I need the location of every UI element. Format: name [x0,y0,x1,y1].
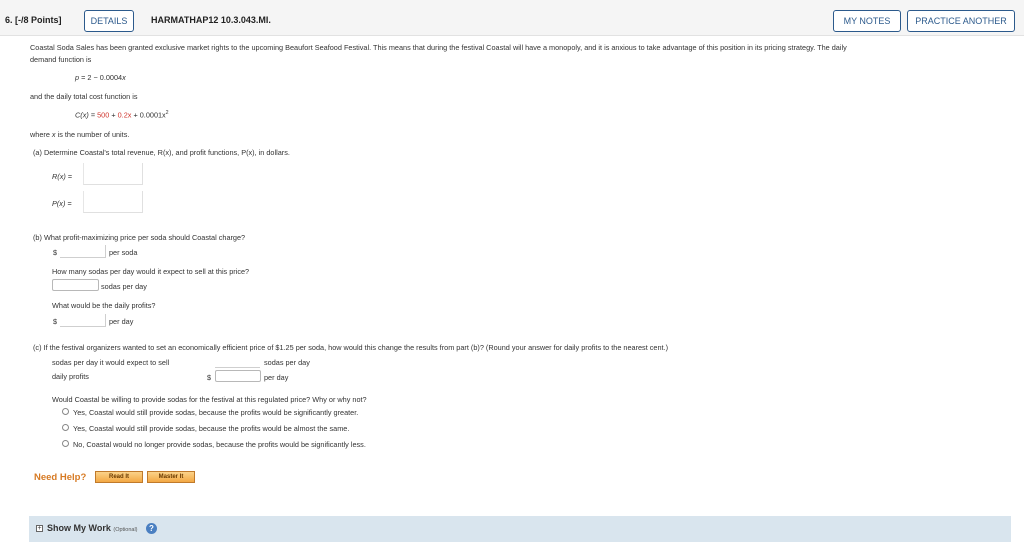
option-label-2: Yes, Coastal would still provide sodas, because the profits would be almost the same. [73,424,350,433]
sodas-unit: sodas per day [101,282,147,291]
cost-exp: 2 [165,110,169,116]
question-number: 6. [-/8 Points] [5,15,62,25]
part-c-prompt: (c) If the festival organizers wanted to set an economically efficient price of $1.25 per soda, how would this change the results from part (b)? (Round your answer for daily profits to the nearest cent.) [33,343,669,352]
profit-question: What would be the daily profits? [52,301,156,310]
optional-text: (Optional) [113,527,138,533]
question-body [0,36,1024,545]
read-it-button[interactable]: Read It [95,471,143,483]
cost-linear: 0.2x [117,110,132,120]
show-my-work-text: Show My Work [47,523,111,533]
expand-icon[interactable]: + [37,525,42,532]
where-text [30,130,129,139]
practice-another-button[interactable]: PRACTICE ANOTHER [907,10,1015,32]
option-label-1: Yes, Coastal would still provide sodas, because the profits would be significantly greater. [73,408,359,417]
efficient-sodas-input[interactable] [215,355,260,368]
cost-rest: + 0.0001x [133,110,166,120]
cost-plus: + [111,110,116,120]
willing-question: Would Coastal be willing to provide sodas for the festival at this regulated price? Why or why not? [52,395,367,404]
efficient-sodas-unit: sodas per day [264,358,310,367]
cost-eq: = [90,110,96,120]
master-it-button[interactable]: Master It [147,471,195,483]
my-notes-button[interactable]: MY NOTES [833,10,901,32]
cost-lhs: C(x) [75,110,89,120]
profit-label: P(x) = [52,199,72,208]
revenue-label: R(x) = [52,172,73,181]
efficient-sodas-label: sodas per day it would expect to sell [52,358,170,367]
part-b-prompt: (b) What profit-maximizing price per soda should Coastal charge? [33,233,246,242]
help-question-icon[interactable]: ? [146,523,157,534]
demand-x: x [122,73,126,82]
show-my-work-label [47,523,138,533]
efficient-profit-currency: $ [207,373,212,382]
option-radio-2[interactable] [62,424,69,431]
sodas-input[interactable] [52,279,99,291]
revenue-input[interactable] [83,163,143,185]
efficient-profit-input[interactable] [215,370,261,382]
efficient-profit-label: daily profits [52,372,89,381]
price-currency: $ [53,248,58,257]
details-button[interactable]: DETAILS [84,10,134,32]
question-header [0,0,1024,36]
part-a-prompt: (a) Determine Coastal's total revenue, R(x), and profit functions, P(x), in dollars. [33,148,290,157]
demand-rhs: = 2 − 0.0004 [81,73,123,82]
where-word: where [30,130,50,139]
efficient-profit-unit: per day [264,373,289,382]
intro-text-line1: Coastal Soda Sales has been granted exclusive market rights to the upcoming Beaufort Seafood Festival. This means that during the festival Coastal will have a monopoly, and it is anxious to take advantage of this position in its pricing strategy. The daily [30,43,847,52]
daily-profit-input[interactable] [60,314,106,327]
demand-function [75,73,126,82]
where-rest: is the number of units. [57,130,130,139]
cost-intro: and the daily total cost function is [30,92,138,101]
option-radio-3[interactable] [62,440,69,447]
where-var: x [51,130,56,139]
option-radio-1[interactable] [62,408,69,415]
per-day-label: per day [109,317,134,326]
need-help-label: Need Help? [34,472,87,483]
cost-fixed: 500 [97,110,110,120]
question-code: HARMATHAP12 10.3.043.MI. [151,15,271,25]
intro-text-line2: demand function is [30,55,92,64]
profit-currency: $ [53,317,58,326]
price-input[interactable] [60,245,106,258]
show-my-work-bar[interactable] [29,516,1011,542]
option-label-3: No, Coastal would no longer provide sodas, because the profits would be significantly less. [73,440,366,449]
sodas-question: How many sodas per day would it expect to sell at this price? [52,267,250,276]
cost-function [75,110,169,119]
profit-function-input[interactable] [83,191,143,213]
per-soda-label: per soda [109,248,138,257]
demand-var: p [75,73,80,82]
